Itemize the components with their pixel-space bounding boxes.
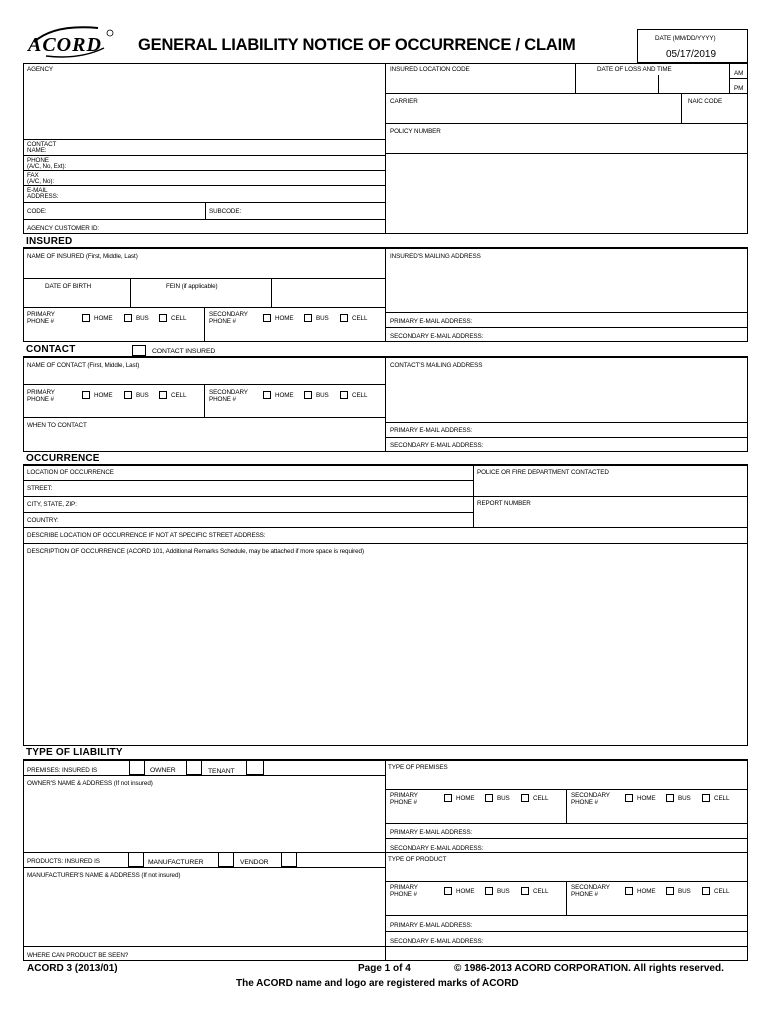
owner-primary-home-checkbox[interactable] [444,794,452,802]
mfr-primary-phone-label-2: PHONE # [390,891,417,898]
contact-primary-bus-checkbox[interactable] [124,391,132,399]
report-number-label: REPORT NUMBER [477,500,531,507]
cell-label: CELL [352,392,368,399]
cell-label: CELL [533,888,549,895]
home-label: HOME [637,888,656,895]
contact-secondary-email-label: SECONDARY E-MAIL ADDRESS: [390,442,484,449]
owner-label: OWNER [150,767,176,774]
mfr-secondary-cell-checkbox[interactable] [702,887,710,895]
country-label: COUNTRY: [27,517,59,524]
type-of-premises-label: TYPE OF PREMISES [388,764,448,771]
insured-secondary-email-label: SECONDARY E-MAIL ADDRESS: [390,333,484,340]
insured-location-code-label: INSURED LOCATION CODE [390,66,470,73]
mfr-primary-home-checkbox[interactable] [444,887,452,895]
contact-primary-home-checkbox[interactable] [82,391,90,399]
insured-heading: INSURED [26,236,73,247]
mfr-primary-email-label: PRIMARY E-MAIL ADDRESS: [390,922,473,929]
contact-secondary-phone-label-1: SECONDARY [209,389,248,396]
describe-location-label: DESCRIBE LOCATION OF OCCURRENCE IF NOT AT SPECIFIC STREET ADDRESS: [27,532,266,539]
home-label: HOME [456,888,475,895]
am-label: AM [734,70,744,77]
bus-label: BUS [136,392,149,399]
contact-primary-cell-checkbox[interactable] [159,391,167,399]
occurrence-heading: OCCURRENCE [26,453,100,464]
owner-primary-bus-checkbox[interactable] [485,794,493,802]
occurrence-block [23,464,748,746]
date-of-loss-label: DATE OF LOSS AND TIME [597,66,672,73]
fax-label-1: FAX [27,172,39,179]
product-vendor-box-1[interactable] [218,852,234,867]
contact-heading: CONTACT [26,344,76,355]
mfr-primary-bus-checkbox[interactable] [485,887,493,895]
home-label: HOME [275,392,294,399]
pm-label: PM [734,85,744,92]
code-label: CODE: [27,208,47,215]
mfr-secondary-bus-checkbox[interactable] [666,887,674,895]
premises-tenant-checkbox[interactable] [186,760,202,775]
bus-label: BUS [678,888,691,895]
mfr-primary-cell-checkbox[interactable] [521,887,529,895]
bus-label: BUS [316,392,329,399]
tenant-label: TENANT [208,768,235,775]
cell-label: CELL [171,392,187,399]
fein-label: FEIN (if applicable) [166,283,218,290]
policy-number-label: POLICY NUMBER [390,128,441,135]
cell-label: CELL [171,315,187,322]
bus-label: BUS [316,315,329,322]
form-id: ACORD 3 (2013/01) [27,963,118,974]
date-value[interactable]: 05/17/2019 [666,49,717,60]
subcode-label: SUBCODE: [209,208,242,215]
insured-secondary-phone-label-1: SECONDARY [209,311,248,318]
contact-name-label: NAME OF CONTACT (First, Middle, Last) [27,362,140,369]
bus-label: BUS [136,315,149,322]
email-label-2: ADDRESS: [27,193,59,200]
insured-primary-phone-label-2: PHONE # [27,318,54,325]
insured-secondary-bus-checkbox[interactable] [304,314,312,322]
product-manufacturer-checkbox[interactable] [128,852,144,867]
owner-secondary-phone-label-1: SECONDARY [571,792,610,799]
products-insured-is-label: PRODUCTS: INSURED IS [27,858,100,865]
insured-name-label: NAME OF INSURED (First, Middle, Last) [27,253,138,260]
when-to-contact-label: WHEN TO CONTACT [27,422,87,429]
mfr-secondary-phone-label-1: SECONDARY [571,884,610,891]
contact-insured-label: CONTACT INSURED [152,348,216,355]
mfr-primary-phone-label-1: PRIMARY [390,884,418,891]
type-of-liability-heading: TYPE OF LIABILITY [26,747,123,758]
form-title: GENERAL LIABILITY NOTICE OF OCCURRENCE / CLAIM [138,36,576,54]
home-label: HOME [456,795,475,802]
insured-mailing-address-label: INSURED'S MAILING ADDRESS [390,253,481,260]
insured-secondary-home-checkbox[interactable] [263,314,271,322]
home-label: HOME [94,392,113,399]
owner-secondary-bus-checkbox[interactable] [666,794,674,802]
contact-insured-checkbox[interactable] [132,345,146,356]
bus-label: BUS [678,795,691,802]
phone-label-1: PHONE [27,157,49,164]
home-label: HOME [637,795,656,802]
contact-primary-email-label: PRIMARY E-MAIL ADDRESS: [390,427,473,434]
premises-tenant-box[interactable] [246,760,264,775]
product-vendor-checkbox[interactable] [281,852,297,867]
home-label: HOME [275,315,294,322]
city-state-zip-label: CITY, STATE, ZIP: [27,501,77,508]
contact-secondary-phone-label-2: PHONE # [209,396,236,403]
where-product-seen-label: WHERE CAN PRODUCT BE SEEN? [27,952,129,959]
owner-primary-phone-label-2: PHONE # [390,799,417,806]
contact-primary-phone-label-2: PHONE # [27,396,54,403]
contact-secondary-cell-checkbox[interactable] [340,391,348,399]
bus-label: BUS [497,795,510,802]
agency-label: AGENCY [27,66,53,73]
owner-primary-phone-label-1: PRIMARY [390,792,418,799]
manufacturer-label: MANUFACTURER [148,859,204,866]
type-of-product-label: TYPE OF PRODUCT [388,856,447,863]
dob-label: DATE OF BIRTH [45,283,92,290]
owner-secondary-cell-checkbox[interactable] [702,794,710,802]
street-label: STREET: [27,485,53,492]
contact-mailing-address-label: CONTACT'S MAILING ADDRESS [390,362,483,369]
cell-label: CELL [714,795,730,802]
owner-primary-email-label: PRIMARY E-MAIL ADDRESS: [390,829,473,836]
acord-logo-text: ACORD [28,34,102,56]
owner-secondary-home-checkbox[interactable] [625,794,633,802]
insured-primary-cell-checkbox[interactable] [159,314,167,322]
owner-secondary-email-label: SECONDARY E-MAIL ADDRESS: [390,845,484,852]
email-label-1: E-MAIL [27,187,48,194]
police-fire-label: POLICE OR FIRE DEPARTMENT CONTACTED [477,469,609,476]
mfr-secondary-email-label: SECONDARY E-MAIL ADDRESS: [390,938,484,945]
mfr-secondary-phone-label-2: PHONE # [571,891,598,898]
premises-insured-is-label: PREMISES: INSURED IS [27,767,98,774]
naic-code-label: NAIC CODE [688,98,723,105]
insured-secondary-phone-label-2: PHONE # [209,318,236,325]
cell-label: CELL [714,888,730,895]
insured-primary-bus-checkbox[interactable] [124,314,132,322]
page-number: Page 1 of 4 [358,963,411,974]
location-of-occurrence-label: LOCATION OF OCCURRENCE [27,469,114,476]
insured-secondary-cell-checkbox[interactable] [340,314,348,322]
owner-primary-cell-checkbox[interactable] [521,794,529,802]
vendor-label: VENDOR [240,859,269,866]
insured-primary-email-label: PRIMARY E-MAIL ADDRESS: [390,318,473,325]
contact-name-label-2: NAME: [27,147,47,154]
contact-secondary-home-checkbox[interactable] [263,391,271,399]
copyright: © 1986-2013 ACORD CORPORATION. All rights reserved. [454,963,724,974]
trademark-notice: The ACORD name and logo are registered marks of ACORD [236,978,519,989]
contact-secondary-bus-checkbox[interactable] [304,391,312,399]
contact-primary-phone-label-1: PRIMARY [27,389,55,396]
date-label: DATE (MM/DD/YYYY) [655,35,716,42]
cell-label: CELL [533,795,549,802]
home-label: HOME [94,315,113,322]
description-of-occurrence-label: DESCRIPTION OF OCCURRENCE (ACORD 101, Additional Remarks Schedule, may be attached if more space is required) [27,548,364,555]
insured-primary-phone-label-1: PRIMARY [27,311,55,318]
owner-secondary-phone-label-2: PHONE # [571,799,598,806]
bus-label: BUS [497,888,510,895]
insured-primary-home-checkbox[interactable] [82,314,90,322]
phone-label-2: (A/C, No, Ext): [27,163,67,170]
fax-label-2: (A/C, No): [27,178,54,185]
manufacturers-name-address-label: MANUFACTURER'S NAME & ADDRESS (If not insured) [27,872,181,879]
mfr-secondary-home-checkbox[interactable] [625,887,633,895]
premises-owner-checkbox[interactable] [129,760,145,775]
cell-label: CELL [352,315,368,322]
carrier-label: CARRIER [390,98,418,105]
owners-name-address-label: OWNER'S NAME & ADDRESS (If not insured) [27,780,153,787]
contact-name-label-1: CONTACT [27,141,57,148]
agency-customer-id-label: AGENCY CUSTOMER ID: [27,225,100,232]
